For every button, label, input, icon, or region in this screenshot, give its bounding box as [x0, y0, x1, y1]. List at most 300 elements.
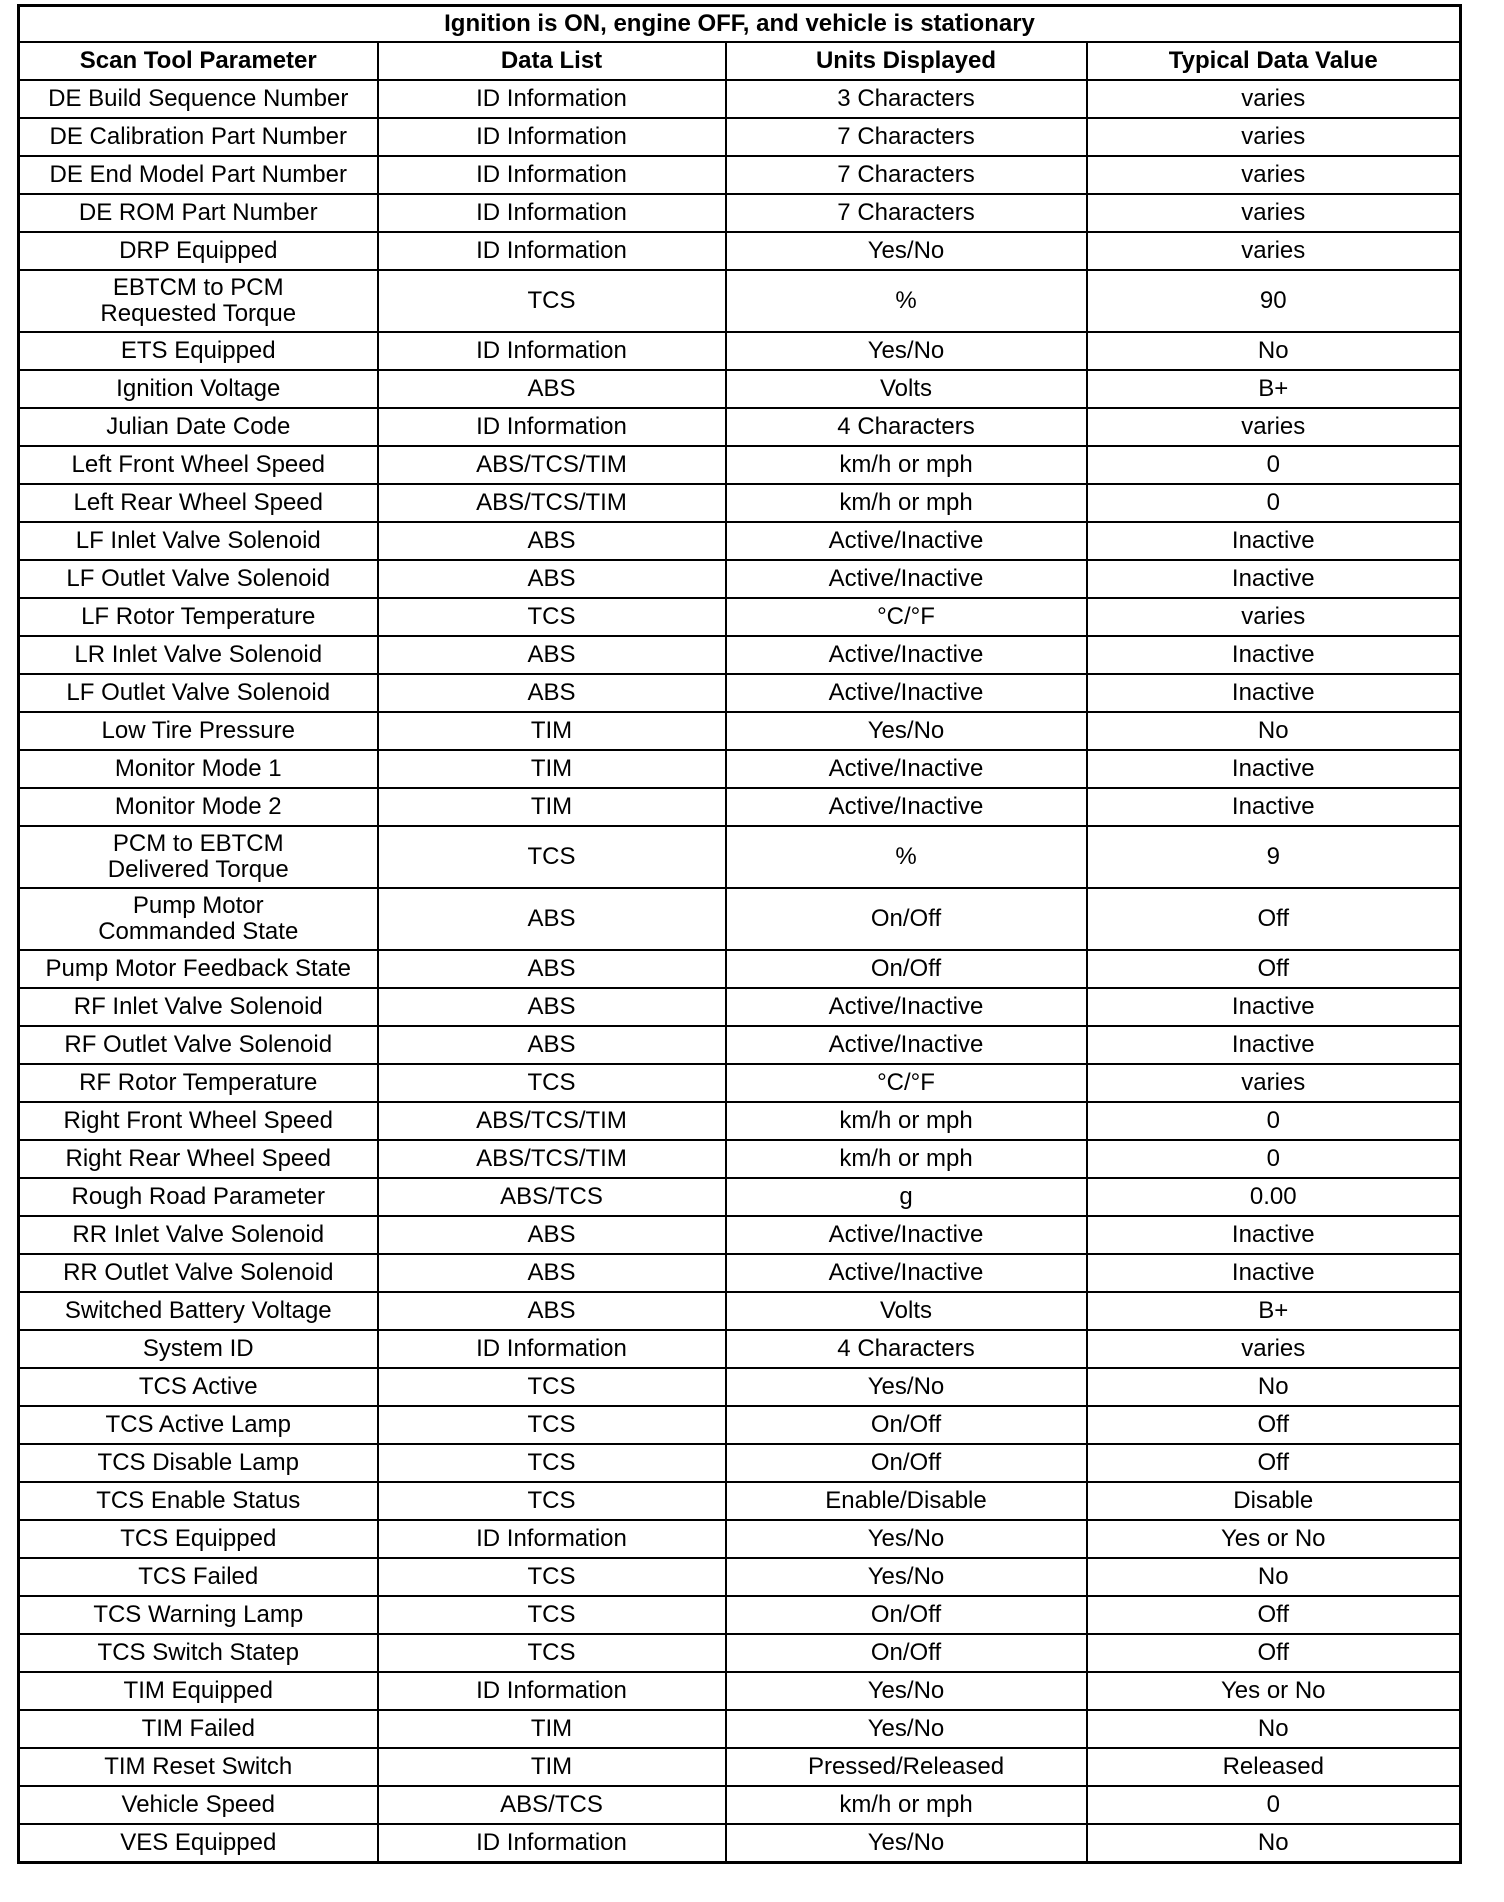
cell-data-list — [378, 1178, 726, 1216]
table-row — [19, 1026, 1461, 1064]
cell-typical-value-text: Inactive — [1231, 1031, 1315, 1058]
cell-typical-value — [1087, 1520, 1461, 1558]
cell-typical-value-text: No — [1257, 717, 1289, 744]
cell-parameter-text: RR Inlet Valve Solenoid — [72, 1221, 325, 1248]
cell-parameter — [19, 560, 378, 598]
cell-units-text: Yes/No — [867, 337, 945, 364]
cell-parameter — [19, 988, 378, 1026]
cell-data-list-text: ID Information — [476, 237, 627, 264]
cell-data-list — [378, 194, 726, 232]
cell-units — [726, 370, 1087, 408]
cell-parameter-text: TIM Failed — [141, 1715, 255, 1742]
cell-typical-value-text: varies — [1241, 85, 1306, 112]
cell-data-list-text: TCS — [527, 1487, 576, 1514]
scan-tool-data-document — [17, 4, 1459, 1864]
table-header-row — [19, 42, 1461, 80]
cell-units — [726, 788, 1087, 826]
cell-typical-value-text: Inactive — [1231, 565, 1315, 592]
cell-typical-value — [1087, 1824, 1461, 1863]
cell-units — [726, 484, 1087, 522]
cell-units — [726, 888, 1087, 950]
table-row — [19, 156, 1461, 194]
table-row — [19, 332, 1461, 370]
table-row — [19, 888, 1461, 950]
cell-parameter — [19, 156, 378, 194]
cell-units — [726, 1102, 1087, 1140]
cell-units — [726, 1406, 1087, 1444]
table-row — [19, 1596, 1461, 1634]
cell-parameter-text: Pump Motor Commanded State — [98, 892, 299, 945]
cell-parameter-text: LR Inlet Valve Solenoid — [74, 641, 323, 668]
cell-typical-value — [1087, 1786, 1461, 1824]
cell-data-list-text: ABS — [527, 565, 576, 592]
cell-units — [726, 1444, 1087, 1482]
cell-data-list — [378, 1786, 726, 1824]
cell-typical-value-text: varies — [1241, 123, 1306, 150]
cell-parameter — [19, 446, 378, 484]
cell-parameter-text: LF Inlet Valve Solenoid — [75, 527, 321, 554]
cell-data-list-text: TCS — [527, 1411, 576, 1438]
cell-data-list — [378, 950, 726, 988]
cell-parameter — [19, 1178, 378, 1216]
cell-data-list — [378, 446, 726, 484]
cell-units-text: Yes/No — [867, 1525, 945, 1552]
cell-data-list-text: ABS/TCS — [500, 1183, 603, 1210]
table-caption: Ignition is ON, engine OFF, and vehicle is stationary — [19, 6, 1461, 43]
table-row — [19, 1710, 1461, 1748]
cell-parameter-text: ETS Equipped — [120, 337, 276, 364]
cell-parameter — [19, 194, 378, 232]
cell-units-text: 7 Characters — [837, 161, 975, 188]
cell-data-list-text: ABS — [527, 1031, 576, 1058]
cell-typical-value — [1087, 988, 1461, 1026]
cell-units — [726, 446, 1087, 484]
cell-data-list-text: TCS — [527, 1639, 576, 1666]
cell-parameter — [19, 1406, 378, 1444]
cell-units-text: g — [899, 1183, 913, 1210]
cell-parameter-text: Low Tire Pressure — [101, 717, 295, 744]
cell-units — [726, 1596, 1087, 1634]
table-row — [19, 408, 1461, 446]
cell-parameter-text: Ignition Voltage — [116, 375, 281, 402]
cell-data-list-text: ID Information — [476, 123, 627, 150]
cell-data-list-text: TIM — [530, 755, 573, 782]
cell-data-list — [378, 370, 726, 408]
cell-typical-value-text: Released — [1222, 1753, 1324, 1780]
cell-data-list-text: ABS — [527, 955, 576, 982]
table-row — [19, 1216, 1461, 1254]
cell-parameter — [19, 1064, 378, 1102]
cell-typical-value-text: B+ — [1258, 375, 1289, 402]
cell-parameter-text: RR Outlet Valve Solenoid — [63, 1259, 334, 1286]
cell-data-list — [378, 1634, 726, 1672]
cell-typical-value-text: 0 — [1266, 489, 1280, 516]
cell-parameter-text: TCS Enable Status — [96, 1487, 301, 1514]
cell-data-list-text: TCS — [527, 1373, 576, 1400]
cell-data-list — [378, 1520, 726, 1558]
cell-data-list — [378, 80, 726, 118]
cell-data-list-text: ABS/TCS/TIM — [476, 1107, 627, 1134]
cell-parameter-text: TCS Warning Lamp — [93, 1601, 304, 1628]
cell-data-list — [378, 1406, 726, 1444]
cell-units-text: Volts — [879, 375, 933, 402]
cell-parameter-text: Julian Date Code — [106, 413, 291, 440]
cell-units — [726, 674, 1087, 712]
cell-data-list-text: ABS — [527, 1221, 576, 1248]
cell-units — [726, 712, 1087, 750]
cell-typical-value-text: 9 — [1266, 843, 1280, 870]
cell-typical-value — [1087, 194, 1461, 232]
cell-units-text: Yes/No — [867, 1677, 945, 1704]
cell-units — [726, 826, 1087, 888]
cell-typical-value-text: varies — [1241, 1335, 1306, 1362]
cell-typical-value — [1087, 1596, 1461, 1634]
cell-typical-value — [1087, 446, 1461, 484]
cell-data-list — [378, 1254, 726, 1292]
cell-typical-value — [1087, 1102, 1461, 1140]
cell-parameter-text: Right Front Wheel Speed — [63, 1107, 333, 1134]
cell-typical-value — [1087, 560, 1461, 598]
cell-parameter-text: TCS Active Lamp — [105, 1411, 291, 1438]
cell-data-list — [378, 156, 726, 194]
cell-data-list-text: ID Information — [476, 1335, 627, 1362]
cell-data-list — [378, 1748, 726, 1786]
cell-typical-value-text: Inactive — [1231, 679, 1315, 706]
cell-data-list-text: TIM — [530, 1715, 573, 1742]
cell-data-list-text: TCS — [527, 1449, 576, 1476]
cell-typical-value — [1087, 1292, 1461, 1330]
cell-units-text: On/Off — [870, 1411, 942, 1438]
table-row — [19, 1292, 1461, 1330]
cell-parameter-text: VES Equipped — [120, 1829, 277, 1856]
cell-typical-value-text: varies — [1241, 1069, 1306, 1096]
cell-data-list — [378, 1444, 726, 1482]
cell-units — [726, 80, 1087, 118]
table-row — [19, 1444, 1461, 1482]
cell-parameter-text: DE Calibration Part Number — [49, 123, 347, 150]
cell-parameter — [19, 788, 378, 826]
cell-data-list — [378, 232, 726, 270]
table-row — [19, 1748, 1461, 1786]
cell-typical-value — [1087, 888, 1461, 950]
table-row — [19, 1140, 1461, 1178]
table-row — [19, 950, 1461, 988]
cell-data-list-text: TCS — [527, 1563, 576, 1590]
cell-typical-value — [1087, 1444, 1461, 1482]
cell-data-list — [378, 1824, 726, 1863]
cell-parameter — [19, 80, 378, 118]
cell-units — [726, 1178, 1087, 1216]
cell-parameter — [19, 674, 378, 712]
table-row — [19, 1786, 1461, 1824]
cell-units — [726, 232, 1087, 270]
cell-parameter-text: LF Rotor Temperature — [81, 603, 316, 630]
cell-typical-value — [1087, 750, 1461, 788]
cell-data-list — [378, 598, 726, 636]
cell-typical-value — [1087, 1558, 1461, 1596]
cell-units-text: km/h or mph — [839, 1107, 973, 1134]
cell-data-list-text: ID Information — [476, 1829, 627, 1856]
cell-parameter-text: TCS Active — [138, 1373, 258, 1400]
cell-typical-value — [1087, 370, 1461, 408]
cell-typical-value-text: Off — [1257, 1601, 1290, 1628]
scan-tool-data-table — [17, 4, 1462, 1864]
cell-parameter — [19, 1292, 378, 1330]
cell-parameter — [19, 484, 378, 522]
table-row — [19, 1064, 1461, 1102]
cell-units — [726, 1254, 1087, 1292]
cell-typical-value — [1087, 1330, 1461, 1368]
cell-units-text: km/h or mph — [839, 1145, 973, 1172]
cell-typical-value-text: Off — [1257, 1639, 1290, 1666]
cell-data-list — [378, 522, 726, 560]
cell-typical-value — [1087, 484, 1461, 522]
cell-parameter-text: TIM Equipped — [123, 1677, 273, 1704]
cell-parameter-text: RF Inlet Valve Solenoid — [73, 993, 323, 1020]
table-row — [19, 560, 1461, 598]
cell-typical-value-text: 90 — [1259, 287, 1287, 314]
cell-data-list-text: ABS — [527, 527, 576, 554]
cell-typical-value — [1087, 1482, 1461, 1520]
cell-parameter — [19, 1672, 378, 1710]
table-row — [19, 118, 1461, 156]
cell-data-list-text: ID Information — [476, 337, 627, 364]
cell-typical-value — [1087, 826, 1461, 888]
cell-units — [726, 1786, 1087, 1824]
cell-parameter — [19, 1634, 378, 1672]
cell-parameter-text: TCS Switch Statep — [97, 1639, 299, 1666]
cell-data-list — [378, 1102, 726, 1140]
cell-units-text: On/Off — [870, 1601, 942, 1628]
cell-units — [726, 118, 1087, 156]
cell-units-text: On/Off — [870, 1639, 942, 1666]
table-row — [19, 1482, 1461, 1520]
table-row — [19, 194, 1461, 232]
cell-units — [726, 1558, 1087, 1596]
cell-typical-value-text: Disable — [1233, 1487, 1314, 1514]
cell-data-list — [378, 1330, 726, 1368]
cell-typical-value-text: Off — [1257, 955, 1290, 982]
cell-parameter — [19, 118, 378, 156]
cell-parameter — [19, 636, 378, 674]
cell-data-list-text: ID Information — [476, 161, 627, 188]
cell-data-list — [378, 118, 726, 156]
cell-parameter — [19, 1748, 378, 1786]
cell-parameter — [19, 950, 378, 988]
cell-parameter — [19, 712, 378, 750]
cell-parameter — [19, 1824, 378, 1863]
cell-parameter-text: DRP Equipped — [119, 237, 278, 264]
cell-parameter — [19, 598, 378, 636]
cell-units — [726, 1634, 1087, 1672]
cell-data-list — [378, 484, 726, 522]
cell-typical-value — [1087, 1748, 1461, 1786]
cell-data-list-text: TCS — [527, 287, 576, 314]
cell-units — [726, 522, 1087, 560]
cell-parameter-text: EBTCM to PCM Requested Torque — [100, 274, 297, 327]
cell-units — [726, 1824, 1087, 1863]
cell-data-list — [378, 826, 726, 888]
cell-data-list-text: ABS — [527, 1297, 576, 1324]
cell-data-list-text: ABS/TCS/TIM — [476, 451, 627, 478]
cell-data-list-text: ABS — [527, 905, 576, 932]
cell-units — [726, 332, 1087, 370]
cell-data-list — [378, 1368, 726, 1406]
table-row — [19, 270, 1461, 332]
cell-parameter-text: RF Outlet Valve Solenoid — [64, 1031, 333, 1058]
cell-typical-value-text: No — [1257, 1715, 1289, 1742]
cell-data-list — [378, 1710, 726, 1748]
cell-typical-value-text: Inactive — [1231, 641, 1315, 668]
cell-units-text: Active/Inactive — [828, 755, 984, 782]
cell-parameter-text: TCS Equipped — [120, 1525, 277, 1552]
cell-typical-value — [1087, 1216, 1461, 1254]
cell-units — [726, 1520, 1087, 1558]
table-row — [19, 370, 1461, 408]
cell-typical-value — [1087, 674, 1461, 712]
cell-typical-value — [1087, 522, 1461, 560]
cell-units-text: Yes/No — [867, 1563, 945, 1590]
cell-data-list-text: ABS/TCS — [500, 1791, 603, 1818]
cell-data-list-text: ABS/TCS/TIM — [476, 489, 627, 516]
cell-data-list — [378, 750, 726, 788]
cell-typical-value — [1087, 232, 1461, 270]
cell-parameter — [19, 1444, 378, 1482]
cell-parameter — [19, 1596, 378, 1634]
cell-typical-value — [1087, 156, 1461, 194]
cell-typical-value — [1087, 1368, 1461, 1406]
cell-typical-value-text: 0.00 — [1249, 1183, 1297, 1210]
cell-parameter — [19, 1254, 378, 1292]
cell-data-list — [378, 888, 726, 950]
cell-units — [726, 1216, 1087, 1254]
cell-parameter — [19, 1216, 378, 1254]
cell-data-list-text: ID Information — [476, 1525, 627, 1552]
cell-parameter-text: TIM Reset Switch — [104, 1753, 293, 1780]
cell-parameter-text: TCS Failed — [138, 1563, 259, 1590]
cell-typical-value-text: 0 — [1266, 1791, 1280, 1818]
cell-typical-value-text: Off — [1257, 1449, 1290, 1476]
cell-parameter-text: RF Rotor Temperature — [79, 1069, 318, 1096]
cell-typical-value-text: No — [1257, 337, 1289, 364]
cell-parameter — [19, 1368, 378, 1406]
cell-parameter — [19, 270, 378, 332]
cell-units-text: Active/Inactive — [828, 1259, 984, 1286]
cell-typical-value-text: B+ — [1258, 1297, 1289, 1324]
cell-data-list — [378, 332, 726, 370]
cell-data-list-text: ABS — [527, 993, 576, 1020]
cell-data-list-text: ABS/TCS/TIM — [476, 1145, 627, 1172]
cell-data-list — [378, 988, 726, 1026]
table-row — [19, 988, 1461, 1026]
cell-data-list-text: TCS — [527, 843, 576, 870]
cell-units-text: km/h or mph — [839, 489, 973, 516]
cell-typical-value-text: 0 — [1266, 451, 1280, 478]
cell-parameter — [19, 1786, 378, 1824]
table-row — [19, 522, 1461, 560]
cell-units-text: % — [895, 843, 917, 870]
cell-parameter-text: System ID — [142, 1335, 254, 1362]
cell-typical-value-text: varies — [1241, 161, 1306, 188]
cell-parameter — [19, 1330, 378, 1368]
cell-data-list-text: TCS — [527, 603, 576, 630]
cell-units — [726, 1292, 1087, 1330]
cell-units — [726, 1140, 1087, 1178]
cell-parameter-text: LF Outlet Valve Solenoid — [66, 565, 331, 592]
column-header-typical-data-value: Typical Data Value — [1087, 42, 1461, 80]
cell-units — [726, 636, 1087, 674]
cell-data-list — [378, 1140, 726, 1178]
column-header-data-list: Data List — [378, 42, 726, 80]
cell-parameter — [19, 232, 378, 270]
cell-data-list-text: ABS — [527, 375, 576, 402]
cell-units-text: Active/Inactive — [828, 1031, 984, 1058]
cell-units-text: 7 Characters — [837, 199, 975, 226]
cell-data-list — [378, 270, 726, 332]
cell-data-list-text: TIM — [530, 793, 573, 820]
cell-parameter — [19, 1140, 378, 1178]
table-row — [19, 636, 1461, 674]
cell-units-text: Yes/No — [867, 1373, 945, 1400]
table-row — [19, 1102, 1461, 1140]
cell-units-text: 4 Characters — [837, 413, 975, 440]
cell-typical-value-text: Off — [1257, 1411, 1290, 1438]
table-row — [19, 712, 1461, 750]
cell-data-list — [378, 1026, 726, 1064]
cell-units-text: 4 Characters — [837, 1335, 975, 1362]
cell-parameter — [19, 826, 378, 888]
cell-units-text: Active/Inactive — [828, 565, 984, 592]
cell-typical-value-text: Yes or No — [1221, 1677, 1326, 1704]
cell-typical-value — [1087, 1140, 1461, 1178]
cell-typical-value — [1087, 788, 1461, 826]
cell-typical-value — [1087, 598, 1461, 636]
cell-data-list-text: ABS — [527, 1259, 576, 1286]
table-row — [19, 484, 1461, 522]
table-caption-row — [19, 6, 1461, 43]
table-row — [19, 674, 1461, 712]
cell-units-text: Yes/No — [867, 237, 945, 264]
cell-typical-value-text: varies — [1241, 199, 1306, 226]
cell-parameter-text: Monitor Mode 1 — [114, 755, 282, 782]
cell-units — [726, 1748, 1087, 1786]
cell-parameter-text: Left Rear Wheel Speed — [73, 489, 323, 516]
cell-parameter — [19, 408, 378, 446]
cell-units-text: Yes/No — [867, 717, 945, 744]
cell-typical-value — [1087, 1406, 1461, 1444]
cell-data-list — [378, 408, 726, 446]
column-header-units-displayed: Units Displayed — [726, 42, 1087, 80]
cell-units — [726, 598, 1087, 636]
table-row — [19, 750, 1461, 788]
cell-typical-value-text: varies — [1241, 237, 1306, 264]
cell-typical-value-text: 0 — [1266, 1107, 1280, 1134]
cell-units — [726, 1672, 1087, 1710]
cell-typical-value-text: No — [1257, 1829, 1289, 1856]
cell-data-list — [378, 1596, 726, 1634]
cell-data-list-text: ABS — [527, 679, 576, 706]
table-row — [19, 1672, 1461, 1710]
cell-parameter-text: DE ROM Part Number — [78, 199, 318, 226]
cell-units-text: km/h or mph — [839, 1791, 973, 1818]
cell-parameter-text: Monitor Mode 2 — [114, 793, 282, 820]
cell-parameter — [19, 1102, 378, 1140]
cell-typical-value — [1087, 408, 1461, 446]
cell-parameter-text: Pump Motor Feedback State — [45, 955, 351, 982]
cell-typical-value-text: Yes or No — [1221, 1525, 1326, 1552]
cell-typical-value-text: varies — [1241, 603, 1306, 630]
table-row — [19, 1634, 1461, 1672]
